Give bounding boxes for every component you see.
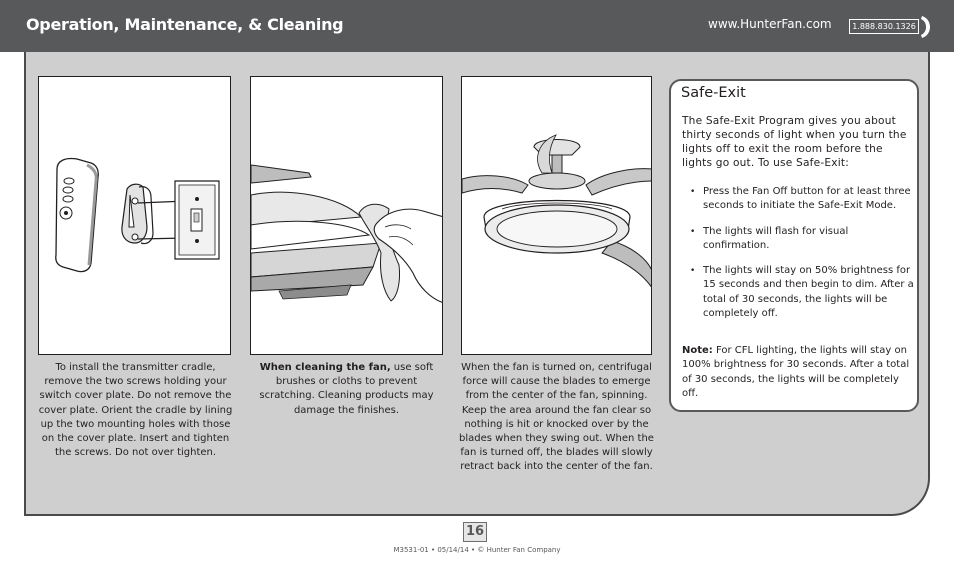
safe-exit-step: • Press the Fan Off button for at least three seconds to initiate the Safe-Exit Mode. — [682, 185, 914, 214]
note-text: For CFL lighting, the lights will stay on 100% brightness for 30 seconds. After a total of 30 seconds, the lights will be completely off. — [682, 345, 910, 399]
phone-number: 1.888.830.1326 — [849, 19, 919, 34]
safe-exit-step: • The lights will stay on 50% brightness for 15 seconds and then begin to dim. After a total of 30 seconds, the lights will be completely off. — [682, 264, 914, 321]
illustration-cleaning — [250, 76, 443, 355]
note-label: Note: — [682, 345, 713, 356]
safe-exit-title: Safe-Exit — [681, 85, 746, 101]
fan-drawing — [462, 77, 652, 355]
website-link[interactable]: www.HunterFan.com — [708, 17, 832, 31]
section-title: Operation, Maintenance, & Cleaning — [26, 15, 344, 34]
safe-exit-note — [682, 344, 914, 401]
illustration-cradle-install — [38, 76, 231, 355]
caption-fan-blades: When the fan is turned on, centrifugal force will cause the blades to emerge from the center of the fan, spinning. Keep the area around the fan clear so nothing is hit or knocked over by the blades when they swing out. When the fan is turned off, the blades will slowly retract back into the center of the fan. — [459, 362, 654, 473]
page-number: 16 — [463, 522, 487, 542]
safe-exit-step: • The lights will flash for visual confirmation. — [682, 225, 914, 254]
cradle-install-drawing — [39, 77, 231, 355]
phone-handset-icon — [916, 14, 934, 40]
safe-exit-intro: The Safe-Exit Program gives you about thirty seconds of light when you turn the lights off to exit the room before the lights go out. To use Safe-Exit: — [682, 115, 907, 169]
illustration-fan-blades — [461, 76, 652, 355]
caption-cleaning-bold: When cleaning the fan, — [259, 362, 391, 373]
safe-exit-box — [669, 79, 919, 412]
cleaning-drawing — [251, 77, 443, 355]
caption-cleaning — [250, 361, 443, 418]
safe-exit-steps — [682, 185, 914, 332]
document-info: M3531-01 • 05/14/14 • © Hunter Fan Company — [393, 546, 561, 554]
caption-cradle-install: To install the transmitter cradle, remove the two screws holding your switch cover plate. Do not remove the cover plate. Orient the cradle by lining up the two mounting holes with those on the cover plate. Insert and tighten the screws. Do not over tighten. — [38, 362, 233, 459]
header-bar — [0, 0, 954, 52]
caption-cleaning-text: use soft brushes or cloths to prevent scratching. Cleaning products may damage the finishes. — [259, 362, 434, 416]
